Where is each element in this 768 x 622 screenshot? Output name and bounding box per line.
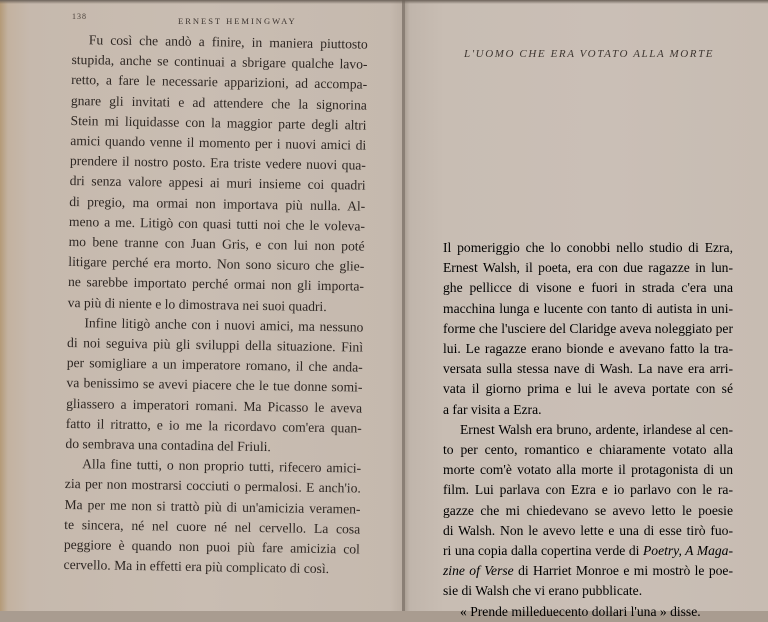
text-line: gnare gli invitati e ad attendere che la signorina xyxy=(70,92,367,113)
text-line: cervello. Ma in effetti era più complicato di così. xyxy=(63,557,330,577)
paragraph xyxy=(65,313,363,459)
text-line: peggiore è quando non puoi più fare amicizia col xyxy=(63,537,360,557)
text-line: di Walsh. Non le avevo lette e una di esse tirò fuo- xyxy=(443,522,733,538)
text-line: te sincera, né nel cuore né nel cervello. La cosa xyxy=(64,516,361,537)
text-line: ghe pellicce di visone e fuori in strada c'era una xyxy=(443,280,733,296)
paragraph xyxy=(443,238,733,420)
text-line: gazze che mi chiedevano se avevo letto le poesie xyxy=(443,502,733,518)
text-line: lui. Le ragazze erano bionde e avevano fatto la tra- xyxy=(443,341,733,357)
page-number: 138 xyxy=(72,12,87,21)
text-line: litigare perché era morto. Non sono sicuro che glie- xyxy=(68,254,365,274)
text-line xyxy=(443,561,733,581)
text-line: vata il giorno prima e lui le aveva portate con sé xyxy=(443,381,733,397)
text-line xyxy=(443,541,733,561)
text-line: to per cento, romantico e chiaramente votato alla xyxy=(443,442,733,458)
text-line: Ma per me non si trattò più di un'amicizia veramen- xyxy=(64,496,361,517)
text-line: mo bene tranne con Juan Gris, e con lui non poté xyxy=(68,234,365,254)
text-line: meno a me. Litigò con quasi tutti noi che le voleva- xyxy=(68,213,366,234)
text-line: fatto il ritratto, e io me la ricordavo com'era quan- xyxy=(65,415,362,436)
running-head: ERNEST HEMINGWAY xyxy=(178,16,297,26)
left-page-body xyxy=(63,30,368,580)
text-line: Il pomeriggio che lo conobbi nello studio di Ezra, xyxy=(443,240,733,255)
text-line: film. Lui parlava con Ezra e io parlavo con le ra- xyxy=(443,482,733,498)
text-span: di Harriet Monroe e mi mostrò le poe- xyxy=(513,563,733,579)
paragraph xyxy=(68,30,368,317)
text-line: va più di niente e lo dimostrava nei suoi quadri. xyxy=(67,294,327,314)
text-line: gliassero a imperatori romani. Ma Picasso le aveva xyxy=(66,395,363,416)
text-line: morte com'è votato alla morte il protagonista di un xyxy=(443,462,733,478)
paragraph xyxy=(443,420,733,602)
text-line: stupida, anche se continuai a sbrigare qualche lavo- xyxy=(71,52,368,72)
text-line: Ernest Walsh era bruno, ardente, irlandese al cen- xyxy=(460,421,733,437)
right-page-body xyxy=(443,238,733,622)
text-line: Infine litigò anche con i nuovi amici, ma nessuno xyxy=(84,315,364,335)
top-shadow xyxy=(0,0,768,4)
paragraph xyxy=(63,454,361,580)
text-line: Stein mi liquidasse con la maggior parte degli altri xyxy=(70,112,367,133)
text-line: sie di Walsh che vi erano pubblicate. xyxy=(443,583,643,599)
text-line: Ernest Walsh, il poeta, era con due ragazze in lun- xyxy=(443,260,733,276)
text-line: macchina lunga e lucente con tanto di autista in uni- xyxy=(443,300,733,316)
text-line: prendere il nostro posto. Era triste vedere nuovi qua- xyxy=(69,153,367,173)
text-line: Alla fine tutti, o non proprio tutti, rifecero amici- xyxy=(82,456,362,476)
text-line: versata sulla stessa nave di Wash. La nave era arri- xyxy=(443,361,733,377)
chapter-title: L'UOMO CHE ERA VOTATO ALLA MORTE xyxy=(464,48,715,60)
text-line: dri senza valore appesi ai muri insieme coi quadri xyxy=(69,173,366,194)
text-span: ri una copia dalla copertina verde di xyxy=(443,543,643,559)
paragraph xyxy=(443,602,733,622)
magazine-title: zine of Verse xyxy=(443,563,514,579)
text-line: retto, a fare le necessarie apparizioni, ad accompa- xyxy=(71,72,368,93)
text-line: « Prende milleduecento dollari l'una » disse. xyxy=(460,603,701,619)
text-line: va benissimo se avevi piacere che le tue donne somi- xyxy=(66,375,363,396)
text-line: ne sarebbe importato perché ormai non gli importa- xyxy=(67,274,365,295)
text-line: a far visita a Ezra. xyxy=(443,401,542,417)
text-line: per somigliare a un imperatore romano, il che anda- xyxy=(66,355,363,375)
magazine-title: Poetry, A Maga- xyxy=(642,543,734,559)
text-line: Fu così che andò a finire, in maniera piuttosto xyxy=(88,32,368,52)
text-line: zia per non mostrarsi cocciuti o permalosi. E anch'io. xyxy=(64,476,361,497)
book-gutter xyxy=(402,0,405,611)
text-line: do sembrava una contadina del Friuli. xyxy=(65,436,271,455)
text-line: forme che l'usciere del Claridge aveva noleggiato per xyxy=(443,320,733,336)
text-line: di noi seguiva più gli sviluppi della situazione. Finì xyxy=(66,335,364,355)
text-line: di pregio, ma ormai non importava più nulla. Al- xyxy=(69,193,366,214)
text-line: amici quando venne il momento per i nuovi amici di xyxy=(70,133,367,153)
